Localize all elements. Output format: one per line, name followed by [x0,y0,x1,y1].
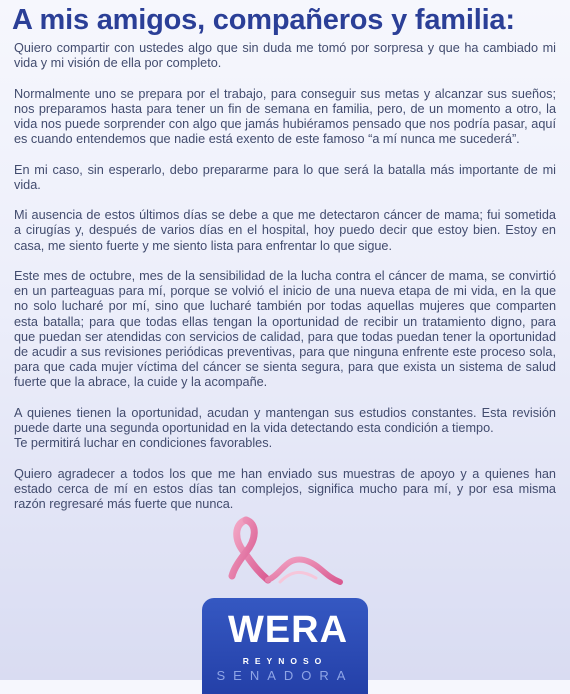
paragraph-preparation: Normalmente uno se prepara por el trabajo, para conseguir sus metas y alcanzar sus sueños; nos preparamos hasta para tener un fin de semana en familia, pero, de un momento a otro, la vida nos puede sorprender con algo que jamás hubiéramos pensado que nos podría pasar, aquí es cuando entendemos que nadie está exento de este famoso “a mí nunca me sucederá”. [14,86,556,147]
logo-wordmark [218,608,358,648]
letter-title: A mis amigos, compañeros y familia: [12,4,515,36]
paragraph-favorable: Te permitirá luchar en condiciones favorables. [14,436,273,451]
pink-ribbon-icon [220,512,348,592]
svg-text:WERA: WERA [227,609,349,648]
paragraph-thanks: Quiero agradecer a todos los que me han enviado sus muestras de apoyo y a quienes han estado cerca de mí en estos días tan complejos, significa mucho para mí, y por esa misma razón regresaré más fuerte que nunca. [14,466,556,511]
paragraph-october: Este mes de octubre, mes de la sensibilidad de la lucha contra el cáncer de mama, se convirtió en un parteaguas para mí, porque se volvió el inicio de una nueva etapa de mi vida, en la que no solo lucharé por mí, sino que lucharé también por todas aquellas mujeres que comparten esta batalla; para que todas ellas tengan la oportunidad de recibir un tratamiento digno, para que puedan ser atendidas con servicios de calidad, para que todas puedan tener la oportunidad de acudir a sus revisiones periódicas preventivas, para que ninguna enfrente este proceso sola, para que cada mujer víctima del cáncer se sienta segura, para que exista un sistema de salud fuerte que la abrace, la cuide y la acompañe. [14,268,556,390]
paragraph-screening: A quienes tienen la oportunidad, acudan y mantengan sus estudios constantes. Esta revisión puede darte una segunda oportunidad en la vida detectando esta condición a tiempo. [14,405,556,435]
paragraph-diagnosis: Mi ausencia de estos últimos días se debe a que me detectaron cáncer de mama; fui sometida a cirugías y, después de varios días en el hospital, hoy puedo decir que estoy bien. Estoy en casa, me siento fuerte y me siento lista para enfrentar lo que sigue. [14,208,556,253]
paragraph-intro: Quiero compartir con ustedes algo que sin duda me tomó por sorpresa y que ha cambiado mi vida y mi visión de ella por completo. [14,41,556,71]
paragraph-battle: En mi caso, sin esperarlo, debo prepararme para lo que será la batalla más importante de mi vida. [14,162,556,192]
logo-role: SENADORA [216,668,354,683]
letter-body [14,41,556,527]
logo-name: REYNOSO [242,656,328,666]
